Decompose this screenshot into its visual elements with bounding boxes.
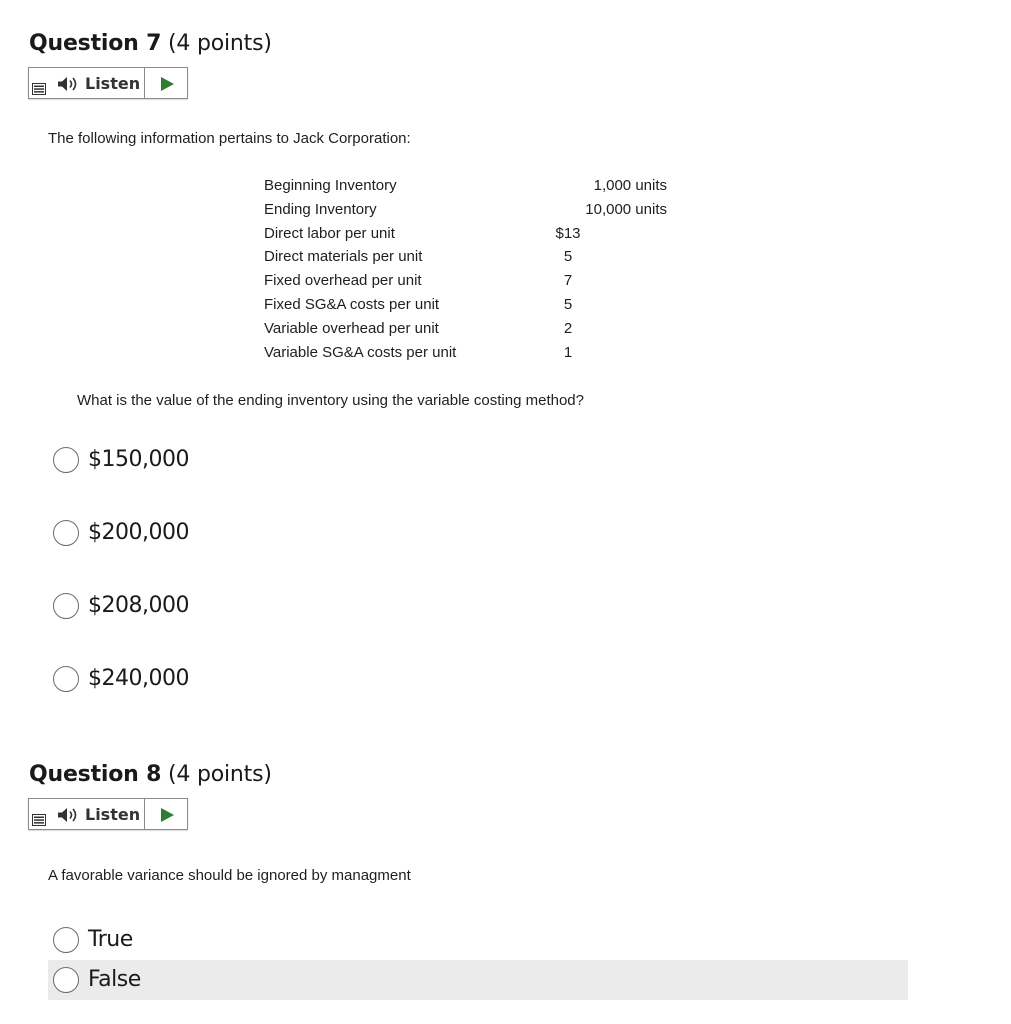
info-row <box>264 319 684 343</box>
answer-option-label[interactable]: False <box>88 967 141 992</box>
info-label: Beginning Inventory <box>264 177 397 194</box>
info-row <box>264 343 684 367</box>
radio-button[interactable] <box>53 666 79 692</box>
question-points: (4 points) <box>167 31 272 56</box>
answer-option-false[interactable] <box>48 960 908 1000</box>
listen-divider <box>144 799 145 829</box>
speaker-icon <box>57 76 79 92</box>
question-number: Question 7 <box>29 31 162 56</box>
info-label: Fixed SG&A costs per unit <box>264 295 440 313</box>
info-row <box>264 224 684 248</box>
listen-button-label[interactable]: Listen <box>85 805 141 824</box>
answer-option-label[interactable]: $150,000 <box>88 447 189 472</box>
info-table <box>264 176 684 366</box>
question-statement: A favorable variance should be ignored by managment <box>48 867 411 884</box>
play-icon[interactable] <box>159 76 175 92</box>
speaker-icon <box>57 807 79 823</box>
info-label: Fixed overhead per unit <box>264 272 422 290</box>
radio-button[interactable] <box>53 927 79 953</box>
info-row <box>264 200 684 224</box>
radio-button[interactable] <box>53 967 79 993</box>
info-value: 2 <box>563 319 573 337</box>
radio-button[interactable] <box>53 447 79 473</box>
info-value: 5 <box>563 248 573 266</box>
menu-icon[interactable] <box>32 83 46 95</box>
listen-widget-q7[interactable] <box>28 67 188 99</box>
info-row <box>264 247 684 271</box>
question-number: Question 8 <box>29 762 162 787</box>
info-row <box>264 176 684 200</box>
radio-button[interactable] <box>53 593 79 619</box>
answer-option-label[interactable]: $208,000 <box>88 593 189 618</box>
info-value: 1 <box>563 343 573 361</box>
listen-widget-q8[interactable] <box>28 798 188 830</box>
play-icon[interactable] <box>159 807 175 823</box>
info-value: 5 <box>563 295 573 313</box>
info-value: $13 <box>555 224 581 242</box>
info-value: 1,000 units <box>593 177 667 194</box>
menu-icon[interactable] <box>32 814 46 826</box>
listen-divider <box>144 68 145 98</box>
answer-option-label[interactable]: True <box>88 927 133 952</box>
info-label: Direct labor per unit <box>264 224 395 242</box>
question-text: What is the value of the ending inventory using the variable costing method? <box>77 392 584 409</box>
info-row <box>264 271 684 295</box>
info-label: Ending Inventory <box>264 200 377 218</box>
info-label: Direct materials per unit <box>264 248 423 266</box>
answer-option-label[interactable]: $240,000 <box>88 666 189 691</box>
question-intro: The following information pertains to Jack Corporation: <box>48 130 411 147</box>
question-points: (4 points) <box>167 762 272 787</box>
question-7-title <box>29 31 272 56</box>
info-row <box>264 295 684 319</box>
answer-option-label[interactable]: $200,000 <box>88 520 189 545</box>
info-value: 7 <box>563 272 573 290</box>
radio-button[interactable] <box>53 520 79 546</box>
listen-button-label[interactable]: Listen <box>85 74 141 93</box>
info-label: Variable overhead per unit <box>264 319 439 337</box>
info-label: Variable SG&A costs per unit <box>264 343 457 361</box>
question-8-title <box>29 762 272 787</box>
info-value: 10,000 units <box>585 200 667 218</box>
